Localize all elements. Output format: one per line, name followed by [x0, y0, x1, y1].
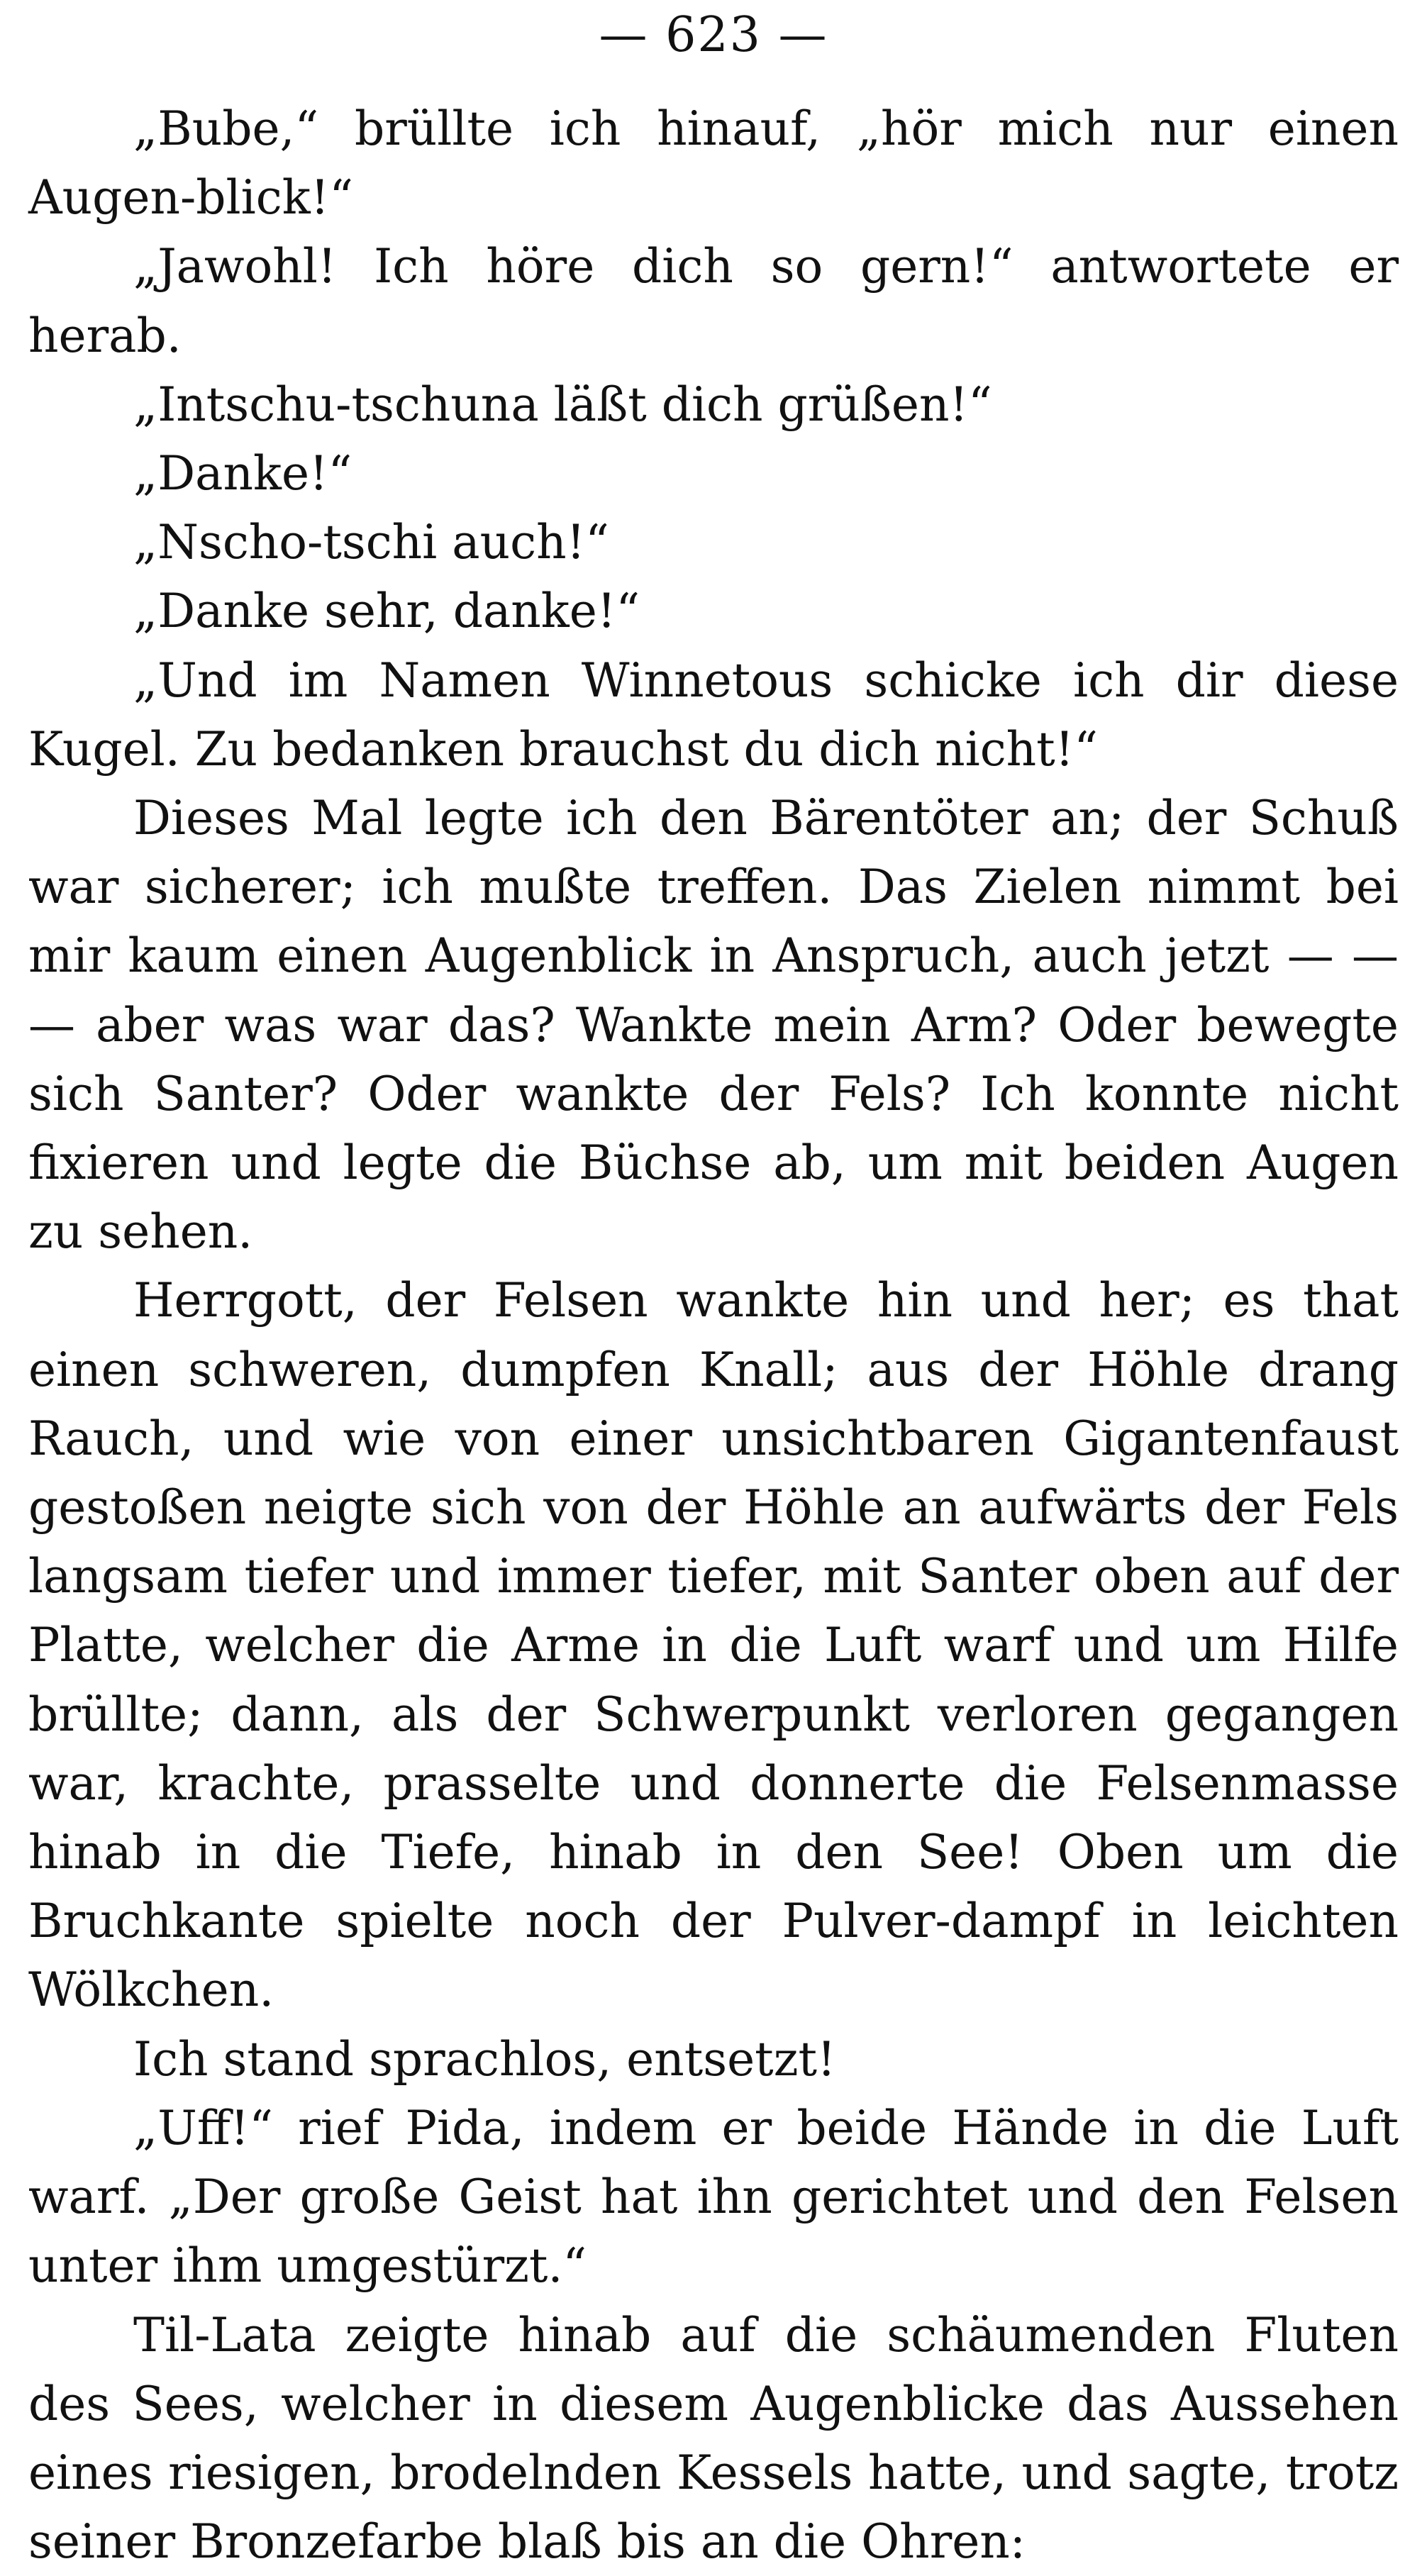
- page-number: — 623 —: [28, 7, 1399, 64]
- paragraph-4: „Danke!“: [28, 439, 1399, 508]
- paragraph-10: Ich stand sprachlos, entsetzt!: [28, 2025, 1399, 2094]
- paragraph-11: „Uff!“ rief Pida, indem er beide Hände in die Luft warf. „Der große Geist hat ihn gerichtet und den Felsen unter ihm umgestürzt.“: [28, 2094, 1399, 2301]
- paragraph-9: Herrgott, der Felsen wankte hin und her; es that einen schweren, dumpfen Knall; aus der Höhle drang Rauch, und wie von einer unsichtbaren Gigantenfaust gestoßen neigte sich von der Höhle an aufwärts der Fels langsam tiefer und immer tiefer, mit Santer oben auf der Platte, welcher die Arme in die Luft warf und um Hilfe brüllte; dann, als der Schwerpunkt verloren gegangen war, krachte, prasselte und donnerte die Felsenmasse hinab in die Tiefe, hinab in den See! Oben um die Bruchkante spielte noch der Pulver-dampf in leichten Wölkchen.: [28, 1266, 1399, 2024]
- paragraph-12: Til-Lata zeigte hinab auf die schäumenden Fluten des Sees, welcher in diesem Augenblicke das Aussehen eines riesigen, brodelnden Kessels hatte, und sagte, trotz seiner Bronzefarbe blaß bis an die Ohren:: [28, 2301, 1399, 2576]
- paragraph-7: „Und im Namen Winnetous schicke ich dir diese Kugel. Zu bedanken brauchst du dich nicht!“: [28, 646, 1399, 784]
- paragraph-6: „Danke sehr, danke!“: [28, 577, 1399, 645]
- paragraph-8: Dieses Mal legte ich den Bärentöter an; der Schuß war sicherer; ich mußte treffen. Das Zielen nimmt bei mir kaum einen Augenblick in Anspruch, auch jetzt — — — aber was war das? Wankte mein Arm? Oder bewegte sich Santer? Oder wankte der Fels? Ich konnte nicht fixieren und legte die Büchse ab, um mit beiden Augen zu sehen.: [28, 784, 1399, 1266]
- paragraph-1: „Bube,“ brüllte ich hinauf, „hör mich nur einen Augen-blick!“: [28, 94, 1399, 232]
- body-text: [28, 94, 1399, 2576]
- paragraph-5: „Nscho-tschi auch!“: [28, 508, 1399, 577]
- paragraph-2: „Jawohl! Ich höre dich so gern!“ antwortete er herab.: [28, 232, 1399, 370]
- paragraph-3: „Intschu-tschuna läßt dich grüßen!“: [28, 370, 1399, 439]
- book-page: [28, 0, 1399, 2420]
